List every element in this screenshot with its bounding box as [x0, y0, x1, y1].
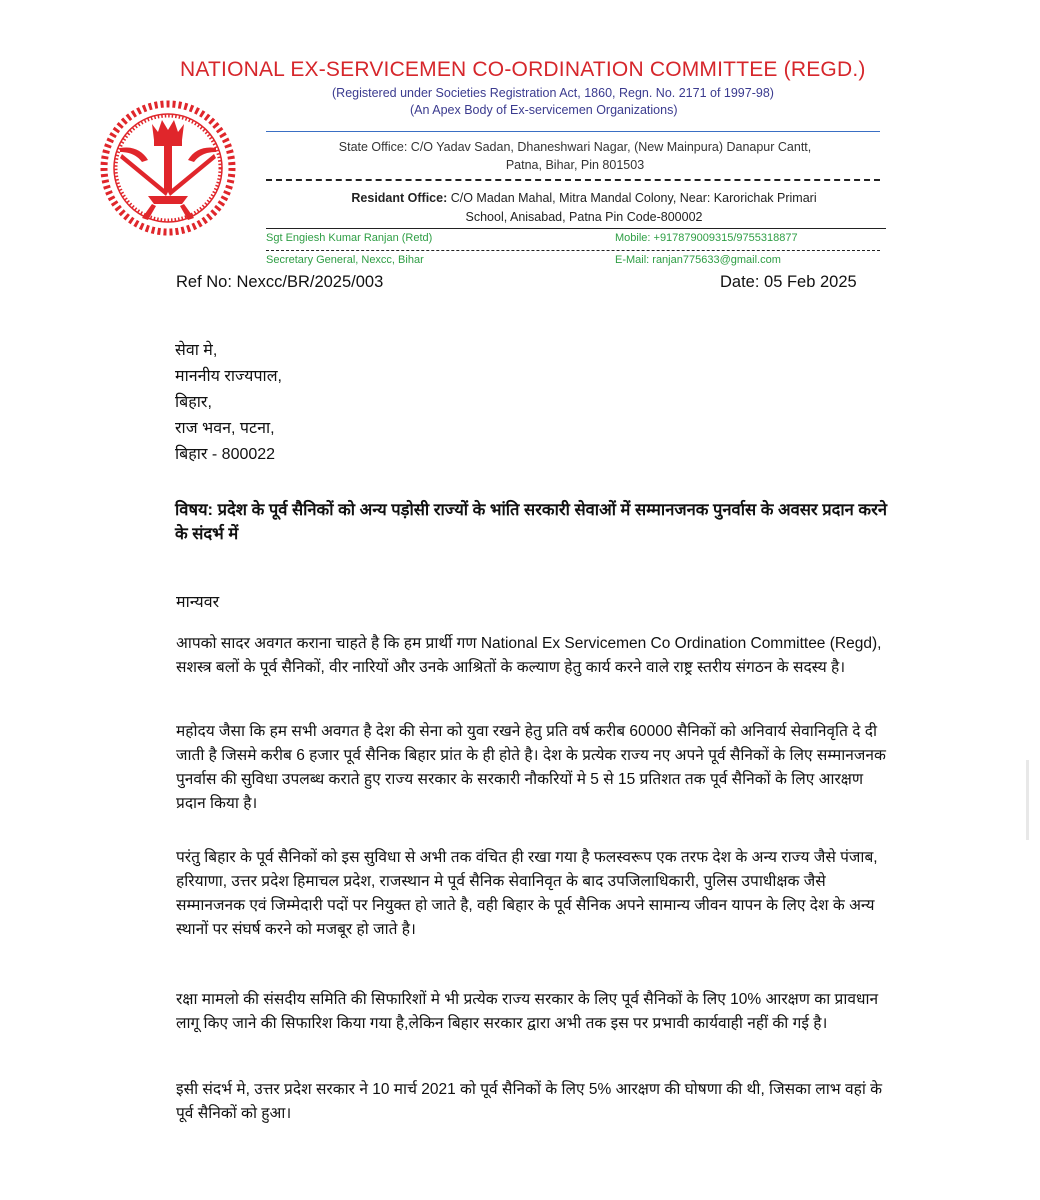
contact-email: E-Mail: ranjan775633@gmail.com [615, 254, 781, 266]
resident-office-label: Residant Office: [351, 191, 448, 205]
header-rule-solid [266, 228, 886, 229]
scroll-edge-mark [1026, 760, 1029, 840]
address-line: सेवा मे, [175, 342, 218, 359]
reference-number: Ref No: Nexcc/BR/2025/003 [176, 273, 384, 291]
body-paragraph: आपको सादर अवगत कराना चाहते है कि हम प्रार्थी गण National Ex Servicemen Co Ordination Committee (Regd), सशस्त्र बलों के पूर्व सैनिकों, वीर नारियों और उनके आश्रितों के कल्याण हेतु कार्य करने वाले राष्ट्र स्तरीय संगठन के सदस्य है। [176, 635, 882, 676]
registration-line: (Registered under Societies Registration Act, 1860, Regn. No. 2171 of 1997-98) [332, 86, 774, 100]
salutation: मान्यवर [176, 594, 220, 611]
body-paragraph: रक्षा मामलो की संसदीय समिति की सिफारिशों मे भी प्रत्येक राज्य सरकार के लिए पूर्व सैनिकों के लिए 10% आरक्षण का प्रावधान लागू किए जाने की सिफारिश किया गया है,लेकिन बिहार सरकार द्वारा अभी तक इस पर प्रभावी कार्यवाही नहीं की गई है। [176, 991, 879, 1032]
state-office-line1: State Office: C/O Yadav Sadan, Dhaneshwari Nagar, (New Mainpura) Danapur Cantt, [338, 140, 812, 154]
state-office-address [270, 138, 880, 174]
resident-office-line2: School, Anisabad, Patna Pin Code-800002 [465, 210, 703, 224]
body-paragraph: परंतु बिहार के पूर्व सैनिकों को इस सुविधा से अभी तक वंचित ही रखा गया है फलस्वरूप एक तरफ देश के अन्य राज्य जैसे पंजाब, हरियाणा, उत्तर प्रदेश हिमाचल प्रदेश, राजस्थान मे पूर्व सैनिक सेवानिवृत के बाद उपजिलाधिकारी, पुलिस उपाधीक्षक जैसे सम्मानजनक एवं जिम्मेदारी पदों पर नियुक्त हो जाते है, वही बिहार के पूर्व सैनिक अपने सामान्य जीवन यापन के लिए देश के अन्य स्थानों पर संघर्ष करने को मजबूर हो जाते है। [176, 849, 878, 938]
address-line: राज भवन, पटना, [175, 420, 275, 437]
contact-title: Secretary General, Nexcc, Bihar [266, 254, 424, 266]
body-paragraph: महोदय जैसा कि हम सभी अवगत है देश की सेना को युवा रखने हेतु प्रति वर्ष करीब 60000 सैनिकों को अनिवार्य सेवानिवृति दे दी जाती है जिसमे करीब 6 हजार पूर्व सैनिक बिहार प्रांत के ही होते है। देश के प्रत्येक राज्य नए अपने पूर्व सैनिकों के लिए सम्मानजनक पुनर्वास की सुविधा उपलब्ध कराते हुए राज्य सरकार के सरकारी नौकरियों मे 5 से 15 प्रतिशत तक पूर्व सैनिकों के लिए आरक्षण प्रदान किया है। [176, 723, 886, 812]
state-office-line2: Patna, Bihar, Pin 801503 [505, 158, 645, 172]
header-rule-blue [266, 131, 880, 132]
org-name: NATIONAL EX-SERVICEMEN CO-ORDINATION COMMITTEE (REGD.) [180, 58, 866, 81]
resident-office-address [284, 189, 884, 227]
apex-body-line: (An Apex Body of Ex-servicemen Organizations) [410, 103, 678, 117]
subject-line: विषय: प्रदेश के पूर्व सैनिकों को अन्य पड़ोसी राज्यों के भांति सरकारी सेवाओं में सम्मानजनक पुनर्वास के अवसर प्रदान करने के संदर्भ में [175, 501, 887, 543]
contact-mobile: Mobile: +917879009315/9755318877 [615, 232, 798, 244]
nexcc-emblem-icon [92, 96, 244, 236]
address-line: बिहार, [175, 394, 212, 411]
resident-office-line1: C/O Madan Mahal, Mitra Mandal Colony, Near: Karorichak Primari [450, 191, 817, 205]
contact-rule-dashed [266, 250, 880, 251]
header-rule-dashed [266, 179, 880, 181]
address-line: बिहार - 800022 [175, 446, 276, 463]
address-line: माननीय राज्यपाल, [175, 368, 282, 385]
letter-date: Date: 05 Feb 2025 [720, 273, 857, 291]
contact-name: Sgt Engiesh Kumar Ranjan (Retd) [266, 232, 433, 244]
body-paragraph: इसी संदर्भ मे, उत्तर प्रदेश सरकार ने 10 मार्च 2021 को पूर्व सैनिकों के लिए 5% आरक्षण की घोषणा की थी, जिसका लाभ वहां के पूर्व सैनिकों को हुआ। [176, 1081, 883, 1122]
recipient-address [175, 338, 282, 468]
